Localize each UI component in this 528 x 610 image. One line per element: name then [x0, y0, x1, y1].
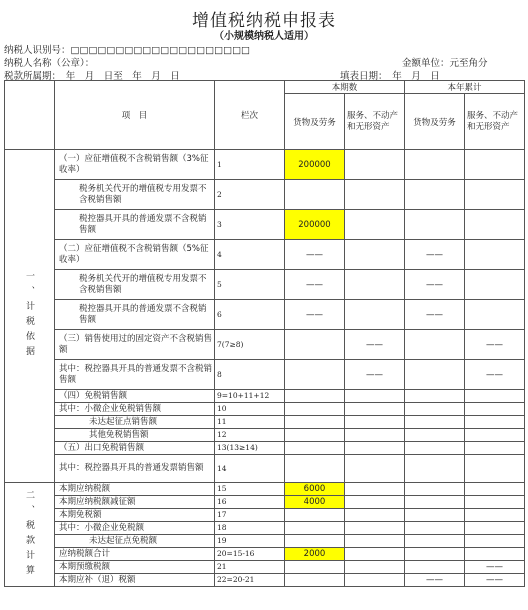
cell-ytd-svc[interactable]: [465, 270, 525, 300]
cell-cur-svc[interactable]: [345, 180, 405, 210]
col-header-ytd: 本年累计: [405, 81, 525, 94]
row-line-number: 19: [215, 535, 285, 548]
cell-cur-goods[interactable]: ——: [285, 240, 345, 270]
section-calc: 二、税款计算: [5, 483, 55, 587]
sub-header-services: 服务、不动产和无形资产: [465, 94, 525, 150]
cell-cur-svc[interactable]: [345, 509, 405, 522]
row-line-number: 10: [215, 403, 285, 416]
row-item-label: 其中：小微企业免税额: [55, 522, 215, 535]
cell-ytd-goods[interactable]: [405, 548, 465, 561]
row-item-label: 未达起征点免税额: [55, 535, 215, 548]
row-line-number: 14: [215, 455, 285, 483]
table-row: [5, 455, 525, 483]
cell-ytd-goods[interactable]: [405, 535, 465, 548]
cell-ytd-goods[interactable]: [405, 522, 465, 535]
cell-cur-goods[interactable]: [285, 429, 345, 442]
cell-ytd-goods[interactable]: [405, 455, 465, 483]
cell-cur-svc[interactable]: [345, 483, 405, 496]
cell-cur-goods[interactable]: [285, 535, 345, 548]
cell-ytd-goods[interactable]: [405, 561, 465, 574]
tax-period: 税款所属期： 年 月 日至 年 月 日: [4, 71, 180, 82]
cell-cur-svc[interactable]: ——: [345, 330, 405, 360]
row-item-label: （一）应征增值税不含税销售额（3%征收率）: [55, 150, 215, 180]
table-row: [5, 390, 525, 403]
cell-ytd-svc[interactable]: ——: [465, 561, 525, 574]
cell-cur-goods[interactable]: 6000: [285, 483, 345, 496]
row-line-number: 5: [215, 270, 285, 300]
cell-ytd-goods[interactable]: [405, 509, 465, 522]
row-item-label: 本期预缴税额: [55, 561, 215, 574]
row-item-label: 税务机关代开的增值税专用发票不含税销售额: [55, 180, 215, 210]
cell-ytd-goods[interactable]: ——: [405, 270, 465, 300]
table-row: [5, 330, 525, 360]
cell-ytd-svc[interactable]: [465, 442, 525, 455]
row-item-label: 其中：税控器具开具的普通发票销售额: [55, 455, 215, 483]
cell-cur-goods[interactable]: 2000: [285, 548, 345, 561]
cell-ytd-svc[interactable]: [465, 548, 525, 561]
cell-ytd-svc[interactable]: [465, 535, 525, 548]
cell-ytd-goods[interactable]: [405, 180, 465, 210]
cell-cur-goods[interactable]: [285, 574, 345, 587]
cell-ytd-svc[interactable]: [465, 416, 525, 429]
row-line-number: 9=10+11+12: [215, 390, 285, 403]
cell-cur-goods[interactable]: [285, 416, 345, 429]
row-item-label: 未达起征点销售额: [55, 416, 215, 429]
table-row: [5, 210, 525, 240]
table-row: [5, 483, 525, 496]
row-line-number: 6: [215, 300, 285, 330]
cell-cur-goods[interactable]: [285, 455, 345, 483]
cell-ytd-svc[interactable]: [465, 496, 525, 509]
cell-cur-svc[interactable]: [345, 210, 405, 240]
taxpayer-id: 纳税人识别号：□□□□□□□□□□□□□□□□□□□□: [4, 45, 251, 56]
sub-header-goods: 货物及劳务: [405, 94, 465, 150]
cell-ytd-goods[interactable]: [405, 483, 465, 496]
table-row: [5, 548, 525, 561]
cell-ytd-goods[interactable]: [405, 330, 465, 360]
cell-cur-goods[interactable]: [285, 180, 345, 210]
cell-cur-goods[interactable]: 200000: [285, 150, 345, 180]
row-line-number: 4: [215, 240, 285, 270]
cell-ytd-goods[interactable]: ——: [405, 574, 465, 587]
cell-cur-goods[interactable]: [285, 390, 345, 403]
cell-ytd-svc[interactable]: [465, 455, 525, 483]
cell-cur-goods[interactable]: [285, 330, 345, 360]
row-line-number: 18: [215, 522, 285, 535]
amount-unit: 金额单位：元至角分: [402, 58, 488, 69]
cell-ytd-goods[interactable]: [405, 150, 465, 180]
cell-ytd-goods[interactable]: [405, 416, 465, 429]
row-item-label: 其中：小微企业免税销售额: [55, 403, 215, 416]
cell-cur-svc[interactable]: [345, 300, 405, 330]
cell-cur-svc[interactable]: [345, 270, 405, 300]
cell-cur-svc[interactable]: [345, 522, 405, 535]
sub-header-goods: 货物及劳务: [285, 94, 345, 150]
row-item-label: （三）销售使用过的固定资产不含税销售额: [55, 330, 215, 360]
row-line-number: 3: [215, 210, 285, 240]
row-item-label: 应纳税额合计: [55, 548, 215, 561]
table-row: [5, 429, 525, 442]
cell-cur-svc[interactable]: [345, 429, 405, 442]
row-item-label: （二）应征增值税不含税销售额（5%征收率）: [55, 240, 215, 270]
table-row: [5, 496, 525, 509]
cell-cur-svc[interactable]: [345, 416, 405, 429]
cell-cur-goods[interactable]: [285, 403, 345, 416]
cell-ytd-goods[interactable]: [405, 496, 465, 509]
row-item-label: 本期应纳税额减征额: [55, 496, 215, 509]
cell-ytd-svc[interactable]: [465, 150, 525, 180]
table-row: [5, 535, 525, 548]
row-line-number: 16: [215, 496, 285, 509]
cell-ytd-goods[interactable]: ——: [405, 300, 465, 330]
cell-cur-goods[interactable]: [285, 522, 345, 535]
tax-return-table: [4, 80, 525, 587]
cell-ytd-svc[interactable]: [465, 403, 525, 416]
row-line-number: 1: [215, 150, 285, 180]
cell-cur-svc[interactable]: [345, 442, 405, 455]
cell-cur-svc[interactable]: [345, 150, 405, 180]
cell-ytd-svc[interactable]: [465, 429, 525, 442]
fill-date: 填表日期： 年 月 日: [340, 71, 440, 82]
cell-ytd-goods[interactable]: ——: [405, 240, 465, 270]
row-item-label: 本期免税额: [55, 509, 215, 522]
cell-ytd-svc[interactable]: ——: [465, 574, 525, 587]
cell-cur-svc[interactable]: [345, 561, 405, 574]
cell-cur-goods[interactable]: [285, 442, 345, 455]
row-item-label: （四）免税销售额: [55, 390, 215, 403]
cell-cur-svc[interactable]: [345, 548, 405, 561]
table-row: [5, 403, 525, 416]
table-row: [5, 522, 525, 535]
row-line-number: 17: [215, 509, 285, 522]
row-item-label: 其他免税销售额: [55, 429, 215, 442]
cell-cur-svc[interactable]: [345, 535, 405, 548]
cell-ytd-goods[interactable]: [405, 360, 465, 390]
cell-ytd-svc[interactable]: [465, 300, 525, 330]
cell-cur-svc[interactable]: [345, 240, 405, 270]
row-line-number: 20=15-16: [215, 548, 285, 561]
cell-cur-svc[interactable]: [345, 496, 405, 509]
cell-cur-svc[interactable]: [345, 455, 405, 483]
row-line-number: 2: [215, 180, 285, 210]
cell-ytd-svc[interactable]: [465, 390, 525, 403]
cell-cur-goods[interactable]: ——: [285, 270, 345, 300]
table-row: [5, 442, 525, 455]
cell-ytd-svc[interactable]: [465, 180, 525, 210]
cell-ytd-goods[interactable]: [405, 442, 465, 455]
row-item-label: 税务机关代开的增值税专用发票不含税销售额: [55, 270, 215, 300]
table-row: [5, 180, 525, 210]
cell-cur-goods[interactable]: [285, 509, 345, 522]
cell-cur-goods[interactable]: ——: [285, 300, 345, 330]
table-row: [5, 509, 525, 522]
cell-ytd-svc[interactable]: [465, 483, 525, 496]
cell-cur-svc[interactable]: [345, 390, 405, 403]
row-item-label: （五）出口免税销售额: [55, 442, 215, 455]
table-row: [5, 416, 525, 429]
cell-cur-svc[interactable]: [345, 574, 405, 587]
form-title: 增值税纳税申报表: [192, 11, 336, 31]
cell-cur-svc[interactable]: ——: [345, 360, 405, 390]
cell-ytd-goods[interactable]: [405, 390, 465, 403]
cell-ytd-svc[interactable]: [465, 210, 525, 240]
cell-cur-svc[interactable]: [345, 403, 405, 416]
cell-ytd-svc[interactable]: [465, 240, 525, 270]
table-row: [5, 360, 525, 390]
table-row: [5, 150, 525, 180]
row-item-label: 其中：税控器具开具的普通发票不含税销售额: [55, 360, 215, 390]
row-line-number: 13(13≥14): [215, 442, 285, 455]
cell-ytd-svc[interactable]: ——: [465, 330, 525, 360]
cell-ytd-svc[interactable]: [465, 509, 525, 522]
row-item-label: 税控器具开具的普通发票不含税销售额: [55, 210, 215, 240]
row-line-number: 21: [215, 561, 285, 574]
row-line-number: 12: [215, 429, 285, 442]
form-subtitle: （小规模纳税人适用）: [214, 31, 314, 42]
cell-cur-goods[interactable]: [285, 360, 345, 390]
cell-cur-goods[interactable]: 4000: [285, 496, 345, 509]
row-line-number: 7(7≥8): [215, 330, 285, 360]
cell-cur-goods[interactable]: 200000: [285, 210, 345, 240]
cell-ytd-goods[interactable]: [405, 403, 465, 416]
col-header-line: 栏次: [215, 81, 285, 150]
table-row: [5, 574, 525, 587]
row-line-number: 22=20-21: [215, 574, 285, 587]
row-line-number: 11: [215, 416, 285, 429]
cell-ytd-goods[interactable]: [405, 429, 465, 442]
row-line-number: 15: [215, 483, 285, 496]
table-row: [5, 300, 525, 330]
row-item-label: 本期应纳税额: [55, 483, 215, 496]
table-row: [5, 270, 525, 300]
row-item-label: 本期应补（退）税额: [55, 574, 215, 587]
cell-ytd-svc[interactable]: [465, 522, 525, 535]
section-basis: 一、计税依据: [5, 150, 55, 483]
col-header-item: 项 目: [55, 81, 215, 150]
cell-cur-goods[interactable]: [285, 561, 345, 574]
taxpayer-name: 纳税人名称（公章）：: [4, 58, 95, 69]
col-header-current: 本期数: [285, 81, 405, 94]
cell-ytd-goods[interactable]: [405, 210, 465, 240]
row-item-label: 税控器具开具的普通发票不含税销售额: [55, 300, 215, 330]
sub-header-services: 服务、不动产和无形资产: [345, 94, 405, 150]
table-row: [5, 561, 525, 574]
cell-ytd-svc[interactable]: ——: [465, 360, 525, 390]
table-row: [5, 240, 525, 270]
row-line-number: 8: [215, 360, 285, 390]
